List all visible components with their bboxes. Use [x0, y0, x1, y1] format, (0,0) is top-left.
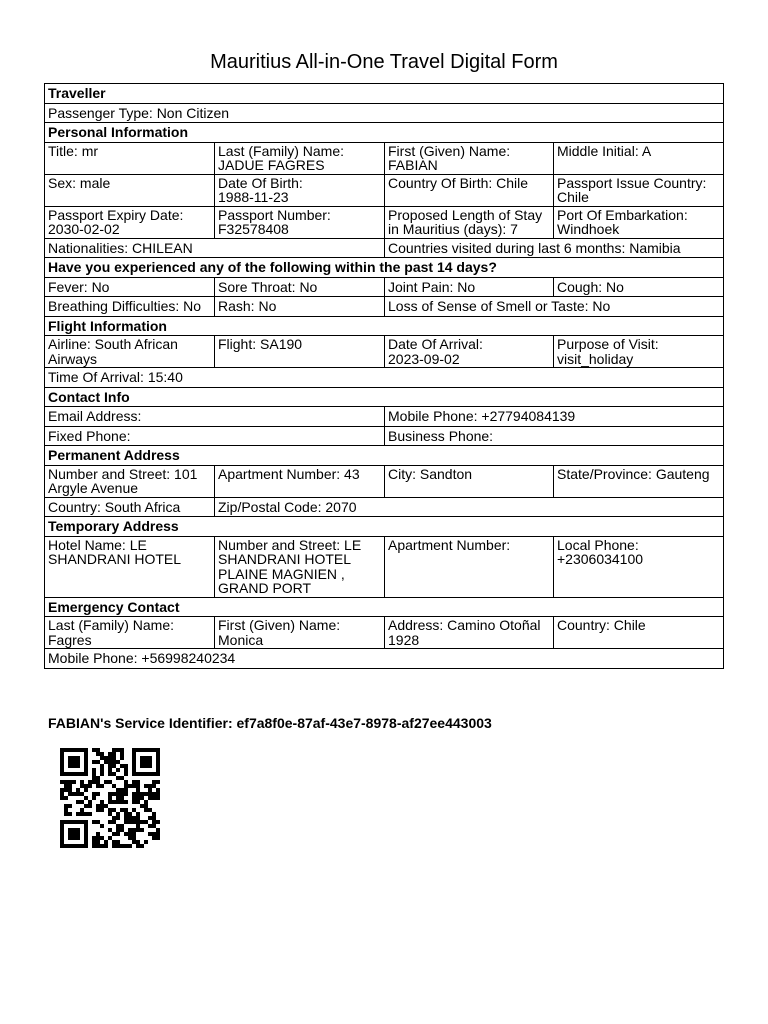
- rash-field: Rash: No: [215, 297, 385, 317]
- title-field: Title: mr: [45, 142, 215, 174]
- sore-throat-field: Sore Throat: No: [215, 277, 385, 297]
- first-name-field: First (Given) Name: FABIAN: [385, 142, 554, 174]
- email-field: Email Address:: [45, 407, 385, 427]
- section-contact-info: Contact Info: [45, 387, 724, 407]
- date-of-arrival-field: Date Of Arrival: 2023-09-02: [385, 336, 554, 368]
- date-of-birth-field: Date Of Birth: 1988-11-23: [215, 174, 385, 206]
- passport-expiry-field: Passport Expiry Date: 2030-02-02: [45, 206, 215, 238]
- joint-pain-field: Joint Pain: No: [385, 277, 554, 297]
- mobile-phone-field: Mobile Phone: +27794084139: [385, 407, 724, 427]
- flight-field: Flight: SA190: [215, 336, 385, 368]
- sex-field: Sex: male: [45, 174, 215, 206]
- permanent-zip-field: Zip/Postal Code: 2070: [215, 497, 724, 517]
- port-of-embarkation-field: Port Of Embarkation: Windhoek: [554, 206, 724, 238]
- emergency-country-field: Country: Chile: [554, 617, 724, 649]
- section-temporary-address: Temporary Address: [45, 517, 724, 537]
- section-emergency-contact: Emergency Contact: [45, 597, 724, 617]
- business-phone-field: Business Phone:: [385, 426, 724, 446]
- temporary-apartment-field: Apartment Number:: [385, 536, 554, 597]
- emergency-address-field: Address: Camino Otoñal 1928: [385, 617, 554, 649]
- country-of-birth-field: Country Of Birth: Chile: [385, 174, 554, 206]
- permanent-apartment-field: Apartment Number: 43: [215, 465, 385, 497]
- emergency-last-name-field: Last (Family) Name: Fagres: [45, 617, 215, 649]
- permanent-city-field: City: Sandton: [385, 465, 554, 497]
- section-personal-information: Personal Information: [45, 123, 724, 143]
- emergency-first-name-field: First (Given) Name: Monica: [215, 617, 385, 649]
- passenger-type: Passenger Type: Non Citizen: [45, 103, 724, 123]
- page-title: Mauritius All-in-One Travel Digital Form: [210, 51, 558, 73]
- purpose-of-visit-field: Purpose of Visit: visit_holiday: [554, 336, 724, 368]
- passport-number-field: Passport Number: F32578408: [215, 206, 385, 238]
- travel-form-table: [44, 83, 724, 669]
- nationalities-field: Nationalities: CHILEAN: [45, 238, 385, 258]
- passport-issue-country-field: Passport Issue Country: Chile: [554, 174, 724, 206]
- last-name-field: Last (Family) Name: JADUE FAGRES: [215, 142, 385, 174]
- middle-initial-field: Middle Initial: A: [554, 142, 724, 174]
- fever-field: Fever: No: [45, 277, 215, 297]
- section-traveller: Traveller: [45, 84, 724, 104]
- section-flight-information: Flight Information: [45, 316, 724, 336]
- permanent-state-field: State/Province: Gauteng: [554, 465, 724, 497]
- breathing-difficulties-field: Breathing Difficulties: No: [45, 297, 215, 317]
- loss-of-smell-taste-field: Loss of Sense of Smell or Taste: No: [385, 297, 724, 317]
- hotel-name-field: Hotel Name: LE SHANDRANI HOTEL: [45, 536, 215, 597]
- length-of-stay-field: Proposed Length of Stay in Mauritius (days): 7: [385, 206, 554, 238]
- temporary-street-field: Number and Street: LE SHANDRANI HOTEL PLAINE MAGNIEN , GRAND PORT: [215, 536, 385, 597]
- qr-code: [60, 748, 160, 848]
- emergency-mobile-field: Mobile Phone: +56998240234: [45, 649, 724, 669]
- service-identifier: FABIAN's Service Identifier: ef7a8f0e-87af-43e7-8978-af27ee443003: [48, 715, 492, 731]
- section-symptoms: Have you experienced any of the following within the past 14 days?: [45, 258, 724, 278]
- permanent-country-field: Country: South Africa: [45, 497, 215, 517]
- section-permanent-address: Permanent Address: [45, 446, 724, 466]
- countries-visited-field: Countries visited during last 6 months: Namibia: [385, 238, 724, 258]
- fixed-phone-field: Fixed Phone:: [45, 426, 385, 446]
- cough-field: Cough: No: [554, 277, 724, 297]
- permanent-street-field: Number and Street: 101 Argyle Avenue: [45, 465, 215, 497]
- local-phone-field: Local Phone: +2306034100: [554, 536, 724, 597]
- time-of-arrival-field: Time Of Arrival: 15:40: [45, 368, 724, 388]
- airline-field: Airline: South African Airways: [45, 336, 215, 368]
